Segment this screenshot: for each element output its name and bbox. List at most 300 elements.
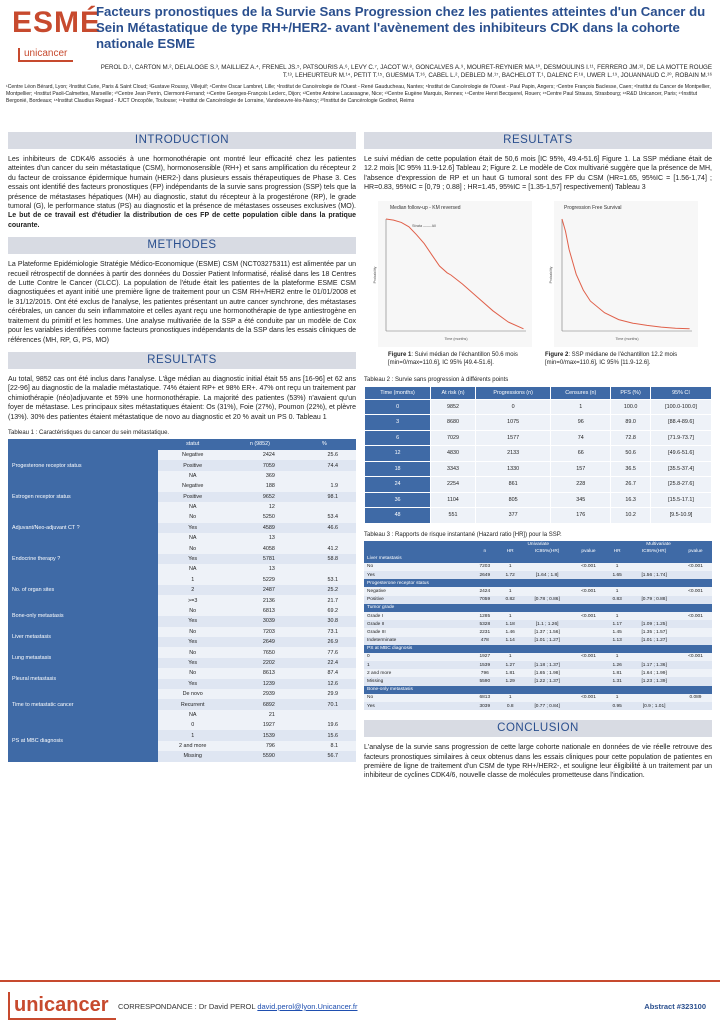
table1-cell: 13 [227, 533, 293, 543]
table3-cell: [0.79 ; 0.88] [629, 596, 679, 604]
table1-cell: 2487 [227, 585, 293, 595]
table1-cell: NA [158, 564, 226, 574]
table2-cell: 96 [551, 415, 611, 431]
table2-cell: 0 [475, 399, 550, 415]
table1-variable: Liver metastasis [8, 627, 158, 648]
poster-footer [0, 980, 720, 1024]
table2-header: PFS (%) [611, 386, 651, 399]
table3-cell: 1 [498, 587, 522, 595]
table3-cell: 2231 [472, 628, 498, 636]
table3-cell: 0.83 [605, 596, 629, 604]
table1-cell: 796 [227, 741, 293, 751]
table3-multivariate-header: Multivariate [605, 541, 712, 548]
table3-cell: <0.001 [572, 563, 605, 571]
table3-cell: [1.18 ; 1.37] [522, 661, 572, 669]
table3-row [364, 563, 712, 571]
table3-cell [572, 579, 605, 587]
table3-cell [629, 686, 679, 694]
table2-cell: [49.6-51.6] [650, 446, 711, 462]
figure2-caption-text: : SSP médiane de l'échantillon 12.2 mois [min=0/max=110.6], IC 95% [11.9-12.6]. [545, 351, 678, 366]
table2-cell: 16.3 [611, 492, 651, 508]
table3-cell [498, 686, 522, 694]
poster-title: Facteurs pronostiques de la Survie Sans Progression chez les patientes atteintes d'un Cancer du Sein Métastatique de type RH+/HER2- avant l'avènement des inhibiteurs CDK dans la cohorte nationale ESME [96, 4, 706, 51]
table1-cell [293, 564, 356, 574]
table3-cell [679, 555, 712, 563]
table2-cell: 377 [475, 508, 550, 524]
table1-cell: 2136 [227, 595, 293, 605]
table1-variable: No. of organ sites [8, 575, 158, 606]
table3-cell [498, 555, 522, 563]
table3-cell: 7203 [472, 563, 498, 571]
table3-cell [679, 596, 712, 604]
table3-cell: 2424 [472, 587, 498, 595]
table2-cell: 1104 [431, 492, 476, 508]
table3-cell [472, 604, 498, 612]
table3-cell: 1.13 [605, 637, 629, 645]
table1-row [8, 720, 356, 730]
table3-cell: 1.65 [605, 571, 629, 579]
table1-row [8, 575, 356, 585]
table2-cell: [35.5-37.4] [650, 461, 711, 477]
table3-cell: 1285 [472, 612, 498, 620]
table3-cell: 1.45 [605, 628, 629, 636]
table3-cell: 1.81 [498, 669, 522, 677]
table3-cell [679, 579, 712, 587]
correspondance [118, 1002, 358, 1011]
table3-cell [572, 669, 605, 677]
table2-cell: 26.7 [611, 477, 651, 493]
table3-cell [605, 579, 629, 587]
table1-variable: Pleural metastasis [8, 668, 158, 689]
right-column [364, 132, 712, 781]
table2-cell: 74 [551, 430, 611, 446]
table3-cell: Progesterone receptor status [364, 579, 472, 587]
table1-cell: 21.7 [293, 595, 356, 605]
table3-cell [679, 677, 712, 685]
table3-cell [522, 686, 572, 694]
table1-cell: 8.1 [293, 741, 356, 751]
table1-cell: NA [158, 502, 226, 512]
table3-cell [629, 579, 679, 587]
figures-panel [364, 199, 712, 349]
table1-cell [293, 533, 356, 543]
table2-cell: 1330 [475, 461, 550, 477]
table3-cell: [1.37 ; 1.56] [522, 628, 572, 636]
table3-cell [572, 604, 605, 612]
table3-cell: <0.001 [679, 587, 712, 595]
table3-cell: Indeterminate [364, 637, 472, 645]
table1-header: n (9852) [227, 439, 293, 450]
table2-cell: 18 [365, 461, 431, 477]
table3-row [364, 661, 712, 669]
table3-cell [629, 604, 679, 612]
table1-cell: 1539 [227, 730, 293, 740]
table3-cell: 1.17 [605, 620, 629, 628]
table1-cell: Yes [158, 637, 226, 647]
table3-cell: <0.001 [679, 612, 712, 620]
table3-cell: [1.56 ; 1.74] [629, 571, 679, 579]
table3-row [364, 677, 712, 685]
table3-cell: Tumor grade [364, 604, 472, 612]
table2-cell: 551 [431, 508, 476, 524]
table3-cell [629, 587, 679, 595]
table3-cell [605, 604, 629, 612]
table3-cell: Negative [364, 587, 472, 595]
results-left-text: Au total, 9852 cas ont été inclus dans l'analyse. L'âge médian au diagnostic initial était 55 ans [16-96] et 62 ans [22-96] au diagnostic de la maladie métastatique. 74% étaient RP+ et 98% ER+. 47% ont reçu un traitement par chimiothérapie (néo)adjuvante et 59% une hormonothérapie. La majorité des patientes (53%) n'avaient qu'un foyer de métastase. Les principaux sites métastatiques étaient: Os (31%), Foie (27%), Poumon (22%), et plèvre (13%). 30% des patientes étaient métastatique de novo au diagnostic et 20 % avait un PS 0. Tableau 1 [8, 375, 356, 421]
table3-cell [472, 579, 498, 587]
authors: PEROL D.¹, CARTON M.², DELALOGE S.³, MAILLIEZ A.⁴, FRENEL JS.⁵, PATSOURIS A.⁶, LEVY C.⁷, JACOT W.⁸, GONCALVES A.⁹, MOURET-REYNIER MA.¹⁰, DESMOULINS I.¹¹, FERRERO JM.¹², DE LA MOTTE ROUGE T.¹³, LEHEURTEUR M.¹⁴, PETIT T.¹⁵, GUESMIA T.¹⁶, CABEL L.², DEBLED M.¹⁷, BACHELOT T.¹, DALENC F.¹⁸, UWER L.¹⁹, JOUANNAUD C.²⁰, ROBAIN M.¹⁶ [100, 64, 712, 79]
table3-cell [498, 579, 522, 587]
table1-cell: 21 [227, 710, 293, 720]
table1-cell: 73.1 [293, 627, 356, 637]
table2-cell: [15.5-17.1] [650, 492, 711, 508]
table1-cell: 2939 [227, 689, 293, 699]
table2-cell: [88.4-89.6] [650, 415, 711, 431]
table3-cell: 1.27 [498, 661, 522, 669]
table3-cell [679, 637, 712, 645]
table1-cell: 7650 [227, 647, 293, 657]
table2-row [365, 415, 712, 431]
table3-cell [522, 645, 572, 653]
table3-cell [679, 628, 712, 636]
poster-header [0, 0, 720, 140]
table1-variable: Progesterone receptor status [8, 450, 158, 481]
table3-cell: [1.17 ; 1.36] [629, 661, 679, 669]
table1-cell: Missing [158, 751, 226, 761]
table1-header: statut [158, 439, 226, 450]
table3-cell: Yes [364, 702, 472, 710]
table1-variable: Time to metastatic cancer [8, 689, 158, 720]
table3-cell: Grade I [364, 612, 472, 620]
table1-cell: NA [158, 471, 226, 481]
table3-cell [472, 645, 498, 653]
table3-cell: [1.09 ; 1.25] [629, 620, 679, 628]
table3-cell: [1.1 ; 1.26] [522, 620, 572, 628]
table1-caption: Tableau 1 : Caractéristiques du cancer du sein métastatique. [8, 429, 170, 436]
x-axis-label: Time (months) [615, 336, 639, 341]
table3-cell: No [364, 563, 472, 571]
table1-cell: 19.6 [293, 720, 356, 730]
figure-captions [364, 349, 712, 367]
table3-cell: 1539 [472, 661, 498, 669]
table3-header: pvalue [572, 548, 605, 555]
figure-panel-bg [378, 201, 532, 347]
table3-cell: <0.001 [679, 563, 712, 571]
table3-cell: [0.78 ; 0.86] [522, 596, 572, 604]
table3-header: IC95%(HR) [522, 548, 572, 555]
table2-row [365, 461, 712, 477]
table2-row [365, 477, 712, 493]
table1-cell: 7059 [227, 460, 293, 470]
table3-cell [472, 555, 498, 563]
table3-cell: PS at MBC diagnosis [364, 645, 472, 653]
table2-cell: 3 [365, 415, 431, 431]
table3-cell [572, 620, 605, 628]
correspondance-email[interactable]: david.perol@lyon.Unicancer.fr [257, 1002, 358, 1011]
table3-cell [679, 702, 712, 710]
figure-title: Progression Free Survival [564, 204, 622, 211]
table3-cell: Bone-only metastasis [364, 686, 472, 694]
table2-cell: 157 [551, 461, 611, 477]
table3-cell: [1.01 ; 1.27] [629, 637, 679, 645]
table3-cell [629, 612, 679, 620]
table3-cell: Missing [364, 677, 472, 685]
table1-header: % [293, 439, 356, 450]
section-title-results-right: RESULTATS [364, 132, 712, 149]
table2-cell: 345 [551, 492, 611, 508]
table1-cell: 8613 [227, 668, 293, 678]
abstract-number: Abstract #323100 [644, 1002, 706, 1011]
table1-cell: No [158, 647, 226, 657]
table3-group-row [364, 686, 712, 694]
table1-cell: 56.7 [293, 751, 356, 761]
table3-cell: <0.001 [572, 612, 605, 620]
table2-cell: 4830 [431, 446, 476, 462]
table3-cell: [1.65 ; 1.98] [522, 669, 572, 677]
table3-cell: [1.64 ; 1.8] [522, 571, 572, 579]
table3-cell [629, 653, 679, 661]
table3-univariate-header: Univariate [472, 541, 605, 548]
table3-cell [498, 645, 522, 653]
table1-cell: Recurrent [158, 699, 226, 709]
table2-row [365, 446, 712, 462]
table3-group-row [364, 645, 712, 653]
table3-cell: 1.46 [498, 628, 522, 636]
table3-cell: 6813 [472, 694, 498, 702]
table1-cell: 0 [158, 720, 226, 730]
table3-cell [572, 637, 605, 645]
table2-row [365, 430, 712, 446]
table3-cell: [1.23 ; 1.39] [629, 677, 679, 685]
table2-header: At risk (n) [431, 386, 476, 399]
table3-cell: Yes [364, 571, 472, 579]
table3-cell [572, 686, 605, 694]
table3-cell: 796 [472, 669, 498, 677]
table1-cell: No [158, 606, 226, 616]
table3-cell: <0.001 [572, 587, 605, 595]
figure2-caption-label: Figure 2 [545, 351, 569, 358]
table2-cell: 100.0 [611, 399, 651, 415]
table2-cell: 89.0 [611, 415, 651, 431]
table3-row [364, 637, 712, 645]
table2-cell: [71.9-73.7] [650, 430, 711, 446]
table2-cell: 50.6 [611, 446, 651, 462]
table2-header: Time (months) [365, 386, 431, 399]
table3-cell: 1 [605, 653, 629, 661]
table1-cell: 30.8 [293, 616, 356, 626]
table3-header: HR [498, 548, 522, 555]
table2 [364, 386, 712, 524]
table3-row [364, 571, 712, 579]
table1-variable: PS at MBC diagnosis [8, 720, 158, 762]
table1-cell: NA [158, 710, 226, 720]
table1-cell: Yes [158, 679, 226, 689]
table3-cell [522, 653, 572, 661]
table2-header: Censures (n) [551, 386, 611, 399]
table1-cell: 13 [227, 564, 293, 574]
table3-cell: 1 [498, 694, 522, 702]
table1-cell: No [158, 627, 226, 637]
table1-cell [293, 471, 356, 481]
table2-cell: 9852 [431, 399, 476, 415]
table3-cell [522, 604, 572, 612]
table1-cell: 1927 [227, 720, 293, 730]
table3-cell: 0.95 [605, 702, 629, 710]
introduction-body: Les inhibiteurs de CDK4/6 associés à une hormonothérapie ont montré leur efficacité chez les patientes atteintes d'un cancer du sein métastatique (CSM), hormonosensible (RH+) et sans amplification du récepteur 2 du facteur de croissance épidermique humain (HER2-) dans plusieurs essais thérapeutiques de Phase 3. Ces essais ont identifié des facteurs pronostiques (FP) indépendants de la survie sans progression (SSP) tels que la présence de métastases hépatiques (MH) au diagnostic, statut du récepteur à la progestérone (RP), le grade tumoral (G), le performance status (PS) au diagnostic et la présence de métastases osseuses exclusives (MO). [8, 156, 356, 211]
table1-cell: 1 [158, 730, 226, 740]
table1-cell: 9652 [227, 492, 293, 502]
table3-cell: 1 [605, 612, 629, 620]
conclusion-text: L'analyse de la survie sans progression de cette large cohorte nationale en données de vie réelle retrouve des facteurs pronostiques similaires à ceux obtenus dans les essais cliniques pour cette population de patientes en première de ligne de traitement d'un CSM de type RH+/HER2-, et souligne leur éligibilité à un traitement par un inhibiteur de cyclines CDK4/6, nouvelle classe de molécules prometteuse dans l'indication. [364, 744, 712, 780]
table3-cell: 2 and more [364, 669, 472, 677]
table1-cell: NA [158, 533, 226, 543]
results-right-text: Le suivi médian de cette population était de 50,6 mois [IC 95%, 49.4-51.6] Figure 1. La SSP médiane était de 12.2 mois [IC 95% 11.9-12.6] Tableau 2; Figure 2. Le modèle de Cox multivarié suggère que la présence de MH, l'absence d'expression de RP et un haut G tumoral sont des FP du CSM (HR=1.65, 95%IC = [1.56-1,74] ; HR=0.83, 95%IC = [0,79 ; 0.88] ; HR=1.45, 95%IC = [1.35-1,57] respectivement) Tableau 3 [364, 156, 712, 192]
table3-header: pvalue [679, 548, 712, 555]
table2-cell: 3343 [431, 461, 476, 477]
table1-cell: 26.9 [293, 637, 356, 647]
table1 [8, 439, 356, 762]
table3-cell: 1.26 [605, 661, 629, 669]
table3-caption: Tableau 3 : Rapports de risque instantané (Hazard ratio [HR]) pour la SSP. [364, 531, 562, 538]
table2-cell: 1577 [475, 430, 550, 446]
left-column [8, 132, 356, 762]
table3-cell [605, 686, 629, 694]
table3-cell [572, 661, 605, 669]
table1-cell: 41.2 [293, 543, 356, 553]
table3-cell: 5328 [472, 620, 498, 628]
table3-cell: 3039 [472, 702, 498, 710]
table3-cell [522, 612, 572, 620]
table2-cell: 6 [365, 430, 431, 446]
table3-cell: <0.001 [572, 694, 605, 702]
correspondance-label: CORRESPONDANCE : Dr David PEROL [118, 1002, 256, 1011]
table3-cell: 1.29 [498, 677, 522, 685]
table1-cell: 12 [227, 502, 293, 512]
table1-cell: 2 [158, 585, 226, 595]
table2-cell: 12 [365, 446, 431, 462]
table3-cell [629, 563, 679, 571]
table3-row [364, 620, 712, 628]
table2-cell: 2133 [475, 446, 550, 462]
table1-cell: No [158, 543, 226, 553]
table1-variable: Endocrine therapy ? [8, 543, 158, 574]
table1-row [8, 689, 356, 699]
table3-row [364, 653, 712, 661]
table1-cell: 2 and more [158, 741, 226, 751]
table1-row [8, 481, 356, 491]
table1-cell: 6892 [227, 699, 293, 709]
table3-cell: 1927 [472, 653, 498, 661]
table3-row [364, 669, 712, 677]
table1-cell: 12.6 [293, 679, 356, 689]
table2-row [365, 492, 712, 508]
introduction-text [8, 155, 356, 230]
y-axis-label: Probability [549, 266, 553, 284]
table1-cell: Negative [158, 450, 226, 460]
table1-cell: 5250 [227, 512, 293, 522]
table2-cell: 8680 [431, 415, 476, 431]
table1-variable: Bone-only metastasis [8, 606, 158, 627]
table1-cell: 5590 [227, 751, 293, 761]
table3-cell: 0 [364, 653, 472, 661]
table2-cell: 24 [365, 477, 431, 493]
table1-cell: 77.6 [293, 647, 356, 657]
table1-cell: 188 [227, 481, 293, 491]
table1-cell: 2649 [227, 637, 293, 647]
table3-cell: No [364, 694, 472, 702]
section-title-results-left: RESULTATS [8, 352, 356, 369]
table3-cell [605, 555, 629, 563]
table1-cell: Yes [158, 523, 226, 533]
figure1-caption [388, 351, 531, 367]
table1-cell: Positive [158, 460, 226, 470]
table3-header: HR [605, 548, 629, 555]
table3-cell: 5590 [472, 677, 498, 685]
figure2-caption [545, 351, 688, 367]
table1-cell [293, 710, 356, 720]
unicancer-logo-small: unicancer [18, 48, 73, 62]
table3-cell [572, 628, 605, 636]
table3-cell: Grade III [364, 628, 472, 636]
table1-cell: 22.4 [293, 658, 356, 668]
table1-cell: 46.6 [293, 523, 356, 533]
table3-cell [572, 555, 605, 563]
table1-cell: 98.1 [293, 492, 356, 502]
table3-cell: 1.72 [498, 571, 522, 579]
table3-cell [679, 571, 712, 579]
table3-cell: 0.82 [498, 596, 522, 604]
table1-cell [293, 502, 356, 512]
table2-cell: 36 [365, 492, 431, 508]
table3-cell: 0.089 [679, 694, 712, 702]
table3-cell [522, 579, 572, 587]
table2-cell: 7029 [431, 430, 476, 446]
table3-row [364, 587, 712, 595]
table1-cell: Yes [158, 616, 226, 626]
table1-cell: 3039 [227, 616, 293, 626]
table1-cell: 58.8 [293, 554, 356, 564]
table2-row [365, 508, 712, 524]
table3-cell: 1 [498, 563, 522, 571]
table3-cell [522, 587, 572, 595]
table3-cell: 0.8 [498, 702, 522, 710]
esme-logo: ESMÉ [12, 6, 102, 39]
table3-cell: 7059 [472, 596, 498, 604]
section-title-introduction: INTRODUCTION [8, 132, 356, 149]
table3-cell [629, 645, 679, 653]
table3-cell [679, 661, 712, 669]
table1-cell: 4589 [227, 523, 293, 533]
table1-variable: Lung metastasis [8, 647, 158, 668]
table3-group-row [364, 604, 712, 612]
table1-row [8, 450, 356, 460]
table3-cell: 1 [498, 612, 522, 620]
table3-cell [679, 604, 712, 612]
table3-cell: 1.14 [498, 637, 522, 645]
table2-cell: [25.8-27.6] [650, 477, 711, 493]
table2-cell: 66 [551, 446, 611, 462]
table3-cell [679, 669, 712, 677]
table1-cell: 74.4 [293, 460, 356, 470]
table2-header: Progressions (n) [475, 386, 550, 399]
table3-header: IC95%(HR) [629, 548, 679, 555]
table2-cell: [100.0-100.0] [650, 399, 711, 415]
table1-cell: >=3 [158, 595, 226, 605]
table3-cell: 1.31 [605, 677, 629, 685]
table3-cell [522, 555, 572, 563]
table1-cell: De novo [158, 689, 226, 699]
table3-row [364, 694, 712, 702]
